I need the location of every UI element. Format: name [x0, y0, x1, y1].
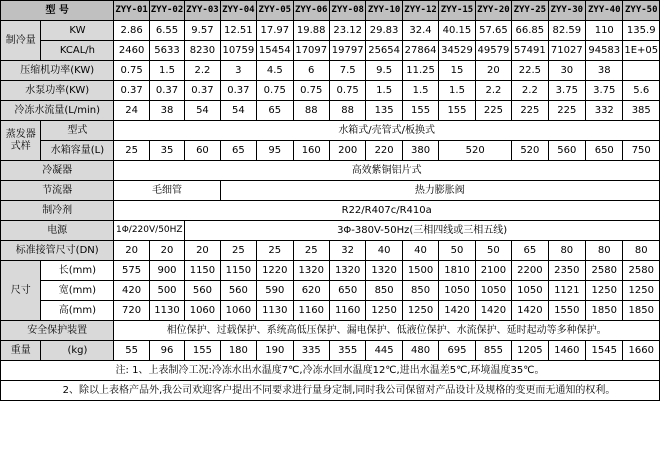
cell: 66.85	[512, 21, 548, 41]
cell: 1130	[149, 301, 184, 321]
model-cell: ZYY-02	[149, 1, 184, 21]
cell: 1250	[623, 281, 660, 301]
power-value-2: 3Φ-380V-50Hz(三相四线或三相五线)	[185, 221, 660, 241]
throttle-value-2: 热力膨胀阀	[220, 181, 659, 201]
pump-label: 水泵功率(KW)	[1, 81, 114, 101]
cell: 200	[329, 141, 365, 161]
cell: 2.2	[512, 81, 548, 101]
cooling-kcal-unit: KCAL/h	[41, 41, 114, 61]
cell: 720	[114, 301, 149, 321]
cell: 1420	[439, 301, 475, 321]
power-row	[1, 221, 660, 241]
cell: 155	[439, 101, 475, 121]
cell: 10759	[220, 41, 256, 61]
cell: 155	[402, 101, 438, 121]
cell: 50	[475, 241, 511, 261]
weight-unit: (kg)	[41, 341, 114, 361]
cell: 15	[439, 61, 475, 81]
pipe-row	[1, 241, 660, 261]
evaporator-tank-label: 水箱容量(L)	[41, 141, 114, 161]
cell: 420	[114, 281, 149, 301]
model-cell: ZYY-01	[114, 1, 149, 21]
throttle-label: 节流器	[1, 181, 114, 201]
model-cell: ZYY-25	[512, 1, 548, 21]
cell: 50	[439, 241, 475, 261]
model-cell: ZYY-08	[329, 1, 365, 21]
cell: 80	[586, 241, 623, 261]
cell: 335	[293, 341, 329, 361]
weight-row	[1, 341, 660, 361]
cell: 1320	[293, 261, 329, 281]
cell: 57.65	[475, 21, 511, 41]
cell: 2350	[548, 261, 585, 281]
cell: 850	[402, 281, 438, 301]
cell: 0.75	[293, 81, 329, 101]
cell: 11.25	[402, 61, 438, 81]
refrigerant-row	[1, 201, 660, 221]
cell: 6	[293, 61, 329, 81]
cell: 7.5	[329, 61, 365, 81]
cell: 225	[548, 101, 585, 121]
model-cell: ZYY-20	[475, 1, 511, 21]
cell: 88	[329, 101, 365, 121]
size-length-label: 长(mm)	[41, 261, 114, 281]
cell: 1060	[185, 301, 220, 321]
throttle-value-1: 毛细管	[114, 181, 220, 201]
cell: 190	[257, 341, 293, 361]
model-cell: ZYY-04	[220, 1, 256, 21]
cell: 2200	[512, 261, 548, 281]
cell: 135	[366, 101, 402, 121]
cell: 12.51	[220, 21, 256, 41]
cell: 94583	[586, 41, 623, 61]
note-1: 注: 1、上表制冷工况:冷冻水出水温度7℃,冷冻水回水温度12℃,进出水温差5℃,环境温度35℃。	[1, 361, 660, 381]
cell: 1050	[512, 281, 548, 301]
cell: 1550	[548, 301, 585, 321]
cell: 20	[149, 241, 184, 261]
cell: 160	[293, 141, 329, 161]
evaporator-type-label: 型式	[41, 121, 114, 141]
cell: 49579	[475, 41, 511, 61]
model-cell: ZYY-10	[366, 1, 402, 21]
cell: 2460	[114, 41, 149, 61]
cell: 560	[185, 281, 220, 301]
cell: 6.55	[149, 21, 184, 41]
cell: 332	[586, 101, 623, 121]
size-height-label: 高(mm)	[41, 301, 114, 321]
cell: 1460	[548, 341, 585, 361]
model-cell: ZYY-30	[548, 1, 585, 21]
cell: 1420	[475, 301, 511, 321]
cell: 23.12	[329, 21, 365, 41]
cell: 65	[220, 141, 256, 161]
weight-label: 重量	[1, 341, 41, 361]
flow-row	[1, 101, 660, 121]
cell: 560	[548, 141, 585, 161]
cell: 0.75	[257, 81, 293, 101]
cell: 1050	[439, 281, 475, 301]
cell: 1.5	[366, 81, 402, 101]
cell: 1250	[402, 301, 438, 321]
cell: 40	[366, 241, 402, 261]
cell: 2.2	[185, 61, 220, 81]
evaporator-type-value: 水箱式/壳管式/板换式	[114, 121, 660, 141]
cell: 5.6	[623, 81, 660, 101]
cell: 575	[114, 261, 149, 281]
cell: 20	[114, 241, 149, 261]
note-2: 2、除以上表格产品外,我公司欢迎客户提出不同要求进行量身定制,同时我公司保留对产品设计及规格的变更而无通知的权利。	[1, 381, 660, 401]
cell: 155	[185, 341, 220, 361]
cell: 1.5	[149, 61, 184, 81]
refrigerant-value: R22/R407c/R410a	[114, 201, 660, 221]
power-label: 电源	[1, 221, 114, 241]
cell: 1.5	[439, 81, 475, 101]
cell: 1320	[366, 261, 402, 281]
cell: 3	[220, 61, 256, 81]
cell: 1121	[548, 281, 585, 301]
cell: 1220	[257, 261, 293, 281]
cell: 0.37	[114, 81, 149, 101]
cell: 9.5	[366, 61, 402, 81]
cell: 850	[366, 281, 402, 301]
cell: 650	[586, 141, 623, 161]
cell: 55	[114, 341, 149, 361]
cell: 0.75	[114, 61, 149, 81]
cooling-kw-row	[1, 21, 660, 41]
cell: 355	[329, 341, 365, 361]
model-cell: ZYY-50	[623, 1, 660, 21]
cell: 695	[439, 341, 475, 361]
cell: 38	[586, 61, 623, 81]
cell: 1420	[512, 301, 548, 321]
cell: 650	[329, 281, 365, 301]
cell: 4.5	[257, 61, 293, 81]
safety-label: 安全保护装置	[1, 321, 114, 341]
cell: 25	[257, 241, 293, 261]
cell: 1320	[329, 261, 365, 281]
refrigerant-label: 制冷剂	[1, 201, 114, 221]
cell: 30	[548, 61, 585, 81]
header-row	[1, 1, 660, 21]
cell: 1850	[586, 301, 623, 321]
cell: 750	[623, 141, 660, 161]
cell: 1250	[586, 281, 623, 301]
cell: 2.2	[475, 81, 511, 101]
cell: 1060	[220, 301, 256, 321]
safety-value: 相位保护、过载保护、系统高低压保护、漏电保护、低液位保护、水流保护、延时起动等多种保护。	[114, 321, 660, 341]
power-value-1: 1Φ/220V/50HZ	[114, 221, 185, 241]
cell: 560	[220, 281, 256, 301]
compressor-label: 压缩机功率(KW)	[1, 61, 114, 81]
cell: 520	[439, 141, 512, 161]
cell: 65	[512, 241, 548, 261]
cell: 1E+05	[623, 41, 660, 61]
cell: 1810	[439, 261, 475, 281]
cell: 88	[293, 101, 329, 121]
cell: 180	[220, 341, 256, 361]
cell: 95	[257, 141, 293, 161]
cell: 0.37	[220, 81, 256, 101]
cell: 1130	[257, 301, 293, 321]
cell: 620	[293, 281, 329, 301]
cell: 480	[402, 341, 438, 361]
evaporator-tank-row	[1, 141, 660, 161]
cell: 57491	[512, 41, 548, 61]
condenser-value: 高效紫铜铝片式	[114, 161, 660, 181]
cell: 25	[293, 241, 329, 261]
cell: 40	[402, 241, 438, 261]
cell: 1160	[293, 301, 329, 321]
cell: 900	[149, 261, 184, 281]
evaporator-type-row	[1, 121, 660, 141]
throttle-row	[1, 181, 660, 201]
safety-row	[1, 321, 660, 341]
cooling-label: 制冷量	[1, 21, 41, 61]
model-cell: ZYY-40	[586, 1, 623, 21]
cell: 590	[257, 281, 293, 301]
evaporator-label: 蒸发器式样	[1, 121, 41, 161]
cell: 9.57	[185, 21, 220, 41]
cell: 19797	[329, 41, 365, 61]
cell: 1150	[220, 261, 256, 281]
cell: 2100	[475, 261, 511, 281]
cell: 225	[512, 101, 548, 121]
cell: 1500	[402, 261, 438, 281]
cell: 40.15	[439, 21, 475, 41]
cell: 20	[475, 61, 511, 81]
cell: 71027	[548, 41, 585, 61]
cell: 17.97	[257, 21, 293, 41]
model-cell: ZYY-05	[257, 1, 293, 21]
cell: 38	[149, 101, 184, 121]
cell: 22.5	[512, 61, 548, 81]
cell: 225	[475, 101, 511, 121]
cell: 3.75	[548, 81, 585, 101]
cell: 855	[475, 341, 511, 361]
cell: 1205	[512, 341, 548, 361]
cell: 54	[185, 101, 220, 121]
cell: 27864	[402, 41, 438, 61]
cooling-kw-unit: KW	[41, 21, 114, 41]
size-width-label: 宽(mm)	[41, 281, 114, 301]
cell: 25	[220, 241, 256, 261]
cell: 2580	[623, 261, 660, 281]
cell: 1050	[475, 281, 511, 301]
cell: 60	[185, 141, 220, 161]
cell: 17097	[293, 41, 329, 61]
compressor-row	[1, 61, 660, 81]
cell: 24	[114, 101, 149, 121]
cell: 380	[402, 141, 438, 161]
note-row-2	[1, 381, 660, 401]
cell: 1545	[586, 341, 623, 361]
cell: 8230	[185, 41, 220, 61]
cell: 3.75	[586, 81, 623, 101]
cell: 65	[257, 101, 293, 121]
flow-label: 冷冻水流量(L/min)	[1, 101, 114, 121]
cell: 0.37	[185, 81, 220, 101]
cell: 2.86	[114, 21, 149, 41]
cell: 54	[220, 101, 256, 121]
cell: 20	[185, 241, 220, 261]
cell: 385	[623, 101, 660, 121]
model-cell: ZYY-12	[402, 1, 438, 21]
cell: 19.88	[293, 21, 329, 41]
cell: 1160	[329, 301, 365, 321]
cell: 32	[329, 241, 365, 261]
cell: 35	[149, 141, 184, 161]
cell: 1660	[623, 341, 660, 361]
cell: 220	[366, 141, 402, 161]
condenser-row	[1, 161, 660, 181]
cell: 135.9	[623, 21, 660, 41]
cell: 1150	[185, 261, 220, 281]
cell: 25	[114, 141, 149, 161]
cell: 1250	[366, 301, 402, 321]
cell: 96	[149, 341, 184, 361]
size-label: 尺寸	[1, 261, 41, 321]
cell: 500	[149, 281, 184, 301]
size-length-row	[1, 261, 660, 281]
model-cell: ZYY-06	[293, 1, 329, 21]
cell: 1850	[623, 301, 660, 321]
cell: 82.59	[548, 21, 585, 41]
size-height-row	[1, 301, 660, 321]
cell: 110	[586, 21, 623, 41]
cell	[623, 61, 660, 81]
note-row-1	[1, 361, 660, 381]
model-cell: ZYY-15	[439, 1, 475, 21]
cell: 0.37	[149, 81, 184, 101]
pipe-label: 标准接管尺寸(DN)	[1, 241, 114, 261]
cell: 80	[623, 241, 660, 261]
cell: 80	[548, 241, 585, 261]
cell: 15454	[257, 41, 293, 61]
cell: 2580	[586, 261, 623, 281]
cell: 5633	[149, 41, 184, 61]
model-cell: ZYY-03	[185, 1, 220, 21]
pump-row	[1, 81, 660, 101]
cell: 25654	[366, 41, 402, 61]
cell: 445	[366, 341, 402, 361]
cell: 34529	[439, 41, 475, 61]
cell: 0.75	[329, 81, 365, 101]
cell: 32.4	[402, 21, 438, 41]
condenser-label: 冷凝器	[1, 161, 114, 181]
cooling-kcal-row	[1, 41, 660, 61]
cell: 1.5	[402, 81, 438, 101]
cell: 520	[512, 141, 548, 161]
model-label: 型 号	[1, 1, 114, 21]
cell: 29.83	[366, 21, 402, 41]
size-width-row	[1, 281, 660, 301]
